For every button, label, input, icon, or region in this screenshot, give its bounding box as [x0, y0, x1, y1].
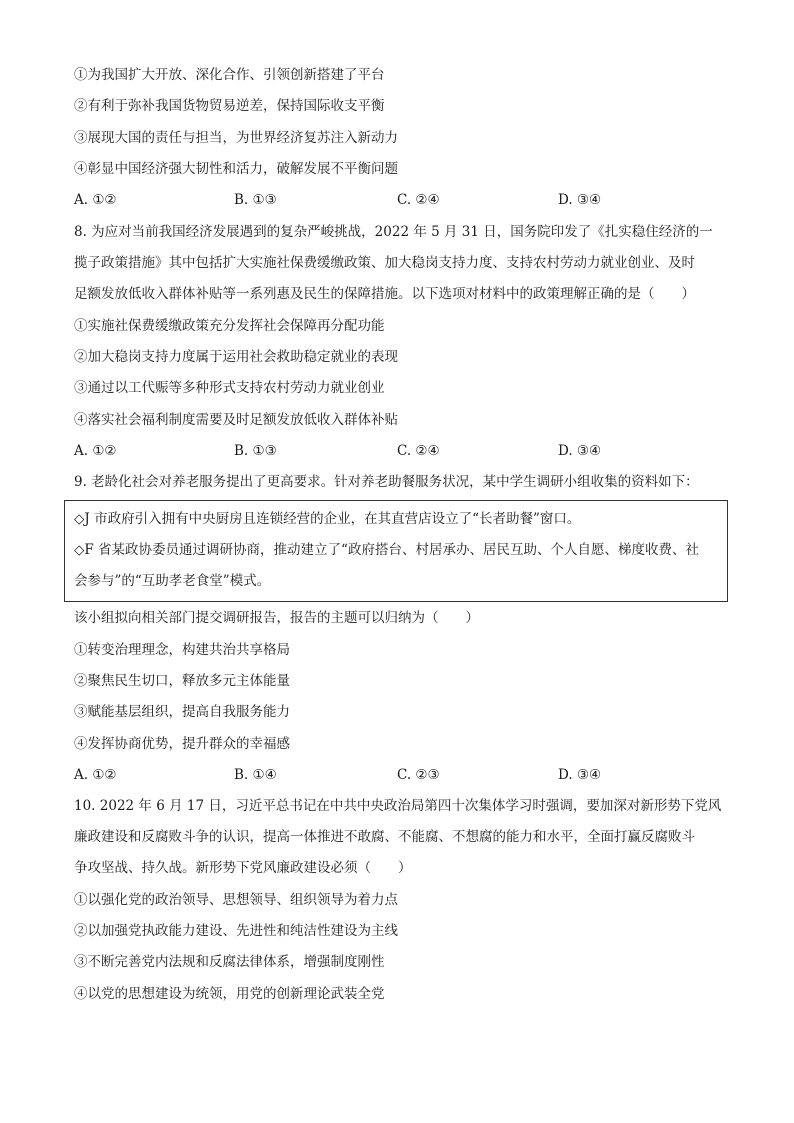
- q8-option-c[interactable]: C. ②④: [397, 443, 440, 459]
- q9-statement-2: ②聚焦民生切口，释放多元主体能量: [74, 673, 290, 689]
- q7-statement-3: ③展现大国的责任与担当，为世界经济复苏注入新动力: [74, 130, 398, 146]
- q10-stem-line-1: 10. 2022 年 6 月 17 日，习近平总书记在中共中央政治局第四十次集体学习时强调，要加深对新形势下党风: [74, 798, 722, 814]
- q9-stem: 9. 老龄化社会对养老服务提出了更高要求。针对养老助餐服务状况，某中学生调研小组收集的资料如下：: [74, 474, 699, 490]
- q8-stem-line-3: 足额发放低收入群体补贴等一系列惠及民生的保障措施。以下选项对材料中的政策理解正确的是（ ）: [74, 286, 695, 302]
- q10-statement-2: ②以加强党执政能力建设、先进性和纯洁性建设为主线: [74, 923, 398, 939]
- q8-option-b[interactable]: B. ①③: [234, 443, 277, 459]
- q9-option-b[interactable]: B. ①④: [234, 767, 277, 783]
- q10-statement-4: ④以党的思想建设为统领，用党的创新理论武装全党: [74, 986, 385, 1002]
- q8-stem-line-2: 揽子政策措施》其中包括扩大实施社保费缓缴政策、加大稳岗支持力度、支持农村劳动力就业创业、及时: [74, 255, 695, 271]
- q8-option-d[interactable]: D. ③④: [558, 443, 602, 459]
- q9-question: 该小组拟向相关部门提交调研报告，报告的主题可以归纳为（ ）: [74, 610, 479, 626]
- q9-material-line-1: ◇J 市政府引入拥有中央厨房且连锁经营的企业，在其直营店设立了“长者助餐”窗口。: [74, 511, 581, 527]
- q9-option-d[interactable]: D. ③④: [558, 767, 602, 783]
- q10-stem-line-3: 争攻坚战、持久战。新形势下党风廉政建设必须（ ）: [74, 860, 412, 876]
- q10-statement-1: ①以强化党的政治领导、思想领导、组织领导为着力点: [74, 892, 398, 908]
- q10-statement-3: ③不断完善党内法规和反腐法律体系，增强制度刚性: [74, 954, 385, 970]
- q9-options: [74, 765, 714, 785]
- q8-statement-1: ①实施社保费缓缴政策充分发挥社会保障再分配功能: [74, 318, 385, 334]
- q9-material-line-3: 会参与”的“互助孝老食堂”模式。: [74, 573, 271, 589]
- q7-option-d[interactable]: D. ③④: [558, 192, 602, 208]
- q9-statement-3: ③赋能基层组织，提高自我服务能力: [74, 704, 290, 720]
- q9-statement-4: ④发挥协商优势，提升群众的幸福感: [74, 736, 290, 752]
- q9-option-c[interactable]: C. ②③: [397, 767, 440, 783]
- q7-options: [74, 190, 714, 210]
- q7-option-a[interactable]: A. ①②: [74, 192, 117, 208]
- q9-statement-1: ①转变治理理念，构建共治共享格局: [74, 642, 290, 658]
- q7-option-c[interactable]: C. ②④: [397, 192, 440, 208]
- q9-option-a[interactable]: A. ①②: [74, 767, 117, 783]
- q8-stem-line-1: 8. 为应对当前我国经济发展遇到的复杂严峻挑战，2022 年 5 月 31 日，国务院印发了《扎实稳住经济的一: [74, 224, 713, 240]
- q7-statement-2: ②有利于弥补我国货物贸易逆差，保持国际收支平衡: [74, 98, 385, 114]
- q8-options: [74, 441, 714, 461]
- q8-statement-3: ③通过以工代赈等多种形式支持农村劳动力就业创业: [74, 380, 385, 396]
- q8-option-a[interactable]: A. ①②: [74, 443, 117, 459]
- q8-statement-4: ④落实社会福利制度需要及时足额发放低收入群体补贴: [74, 412, 398, 428]
- q7-statement-4: ④彰显中国经济强大韧性和活力，破解发展不平衡问题: [74, 161, 398, 177]
- q8-statement-2: ②加大稳岗支持力度属于运用社会救助稳定就业的表现: [74, 349, 398, 365]
- q10-stem-line-2: 廉政建设和反腐败斗争的认识，提高一体推进不敢腐、不能腐、不想腐的能力和水平，全面打赢反腐败斗: [74, 829, 695, 845]
- q7-option-b[interactable]: B. ①③: [234, 192, 277, 208]
- q9-material-line-2: ◇F 省某政协委员通过调研协商，推动建立了“政府搭台、村居承办、居民互助、个人自愿、梯度收费、社: [74, 542, 699, 558]
- q7-statement-1: ①为我国扩大开放、深化合作、引领创新搭建了平台: [74, 67, 385, 83]
